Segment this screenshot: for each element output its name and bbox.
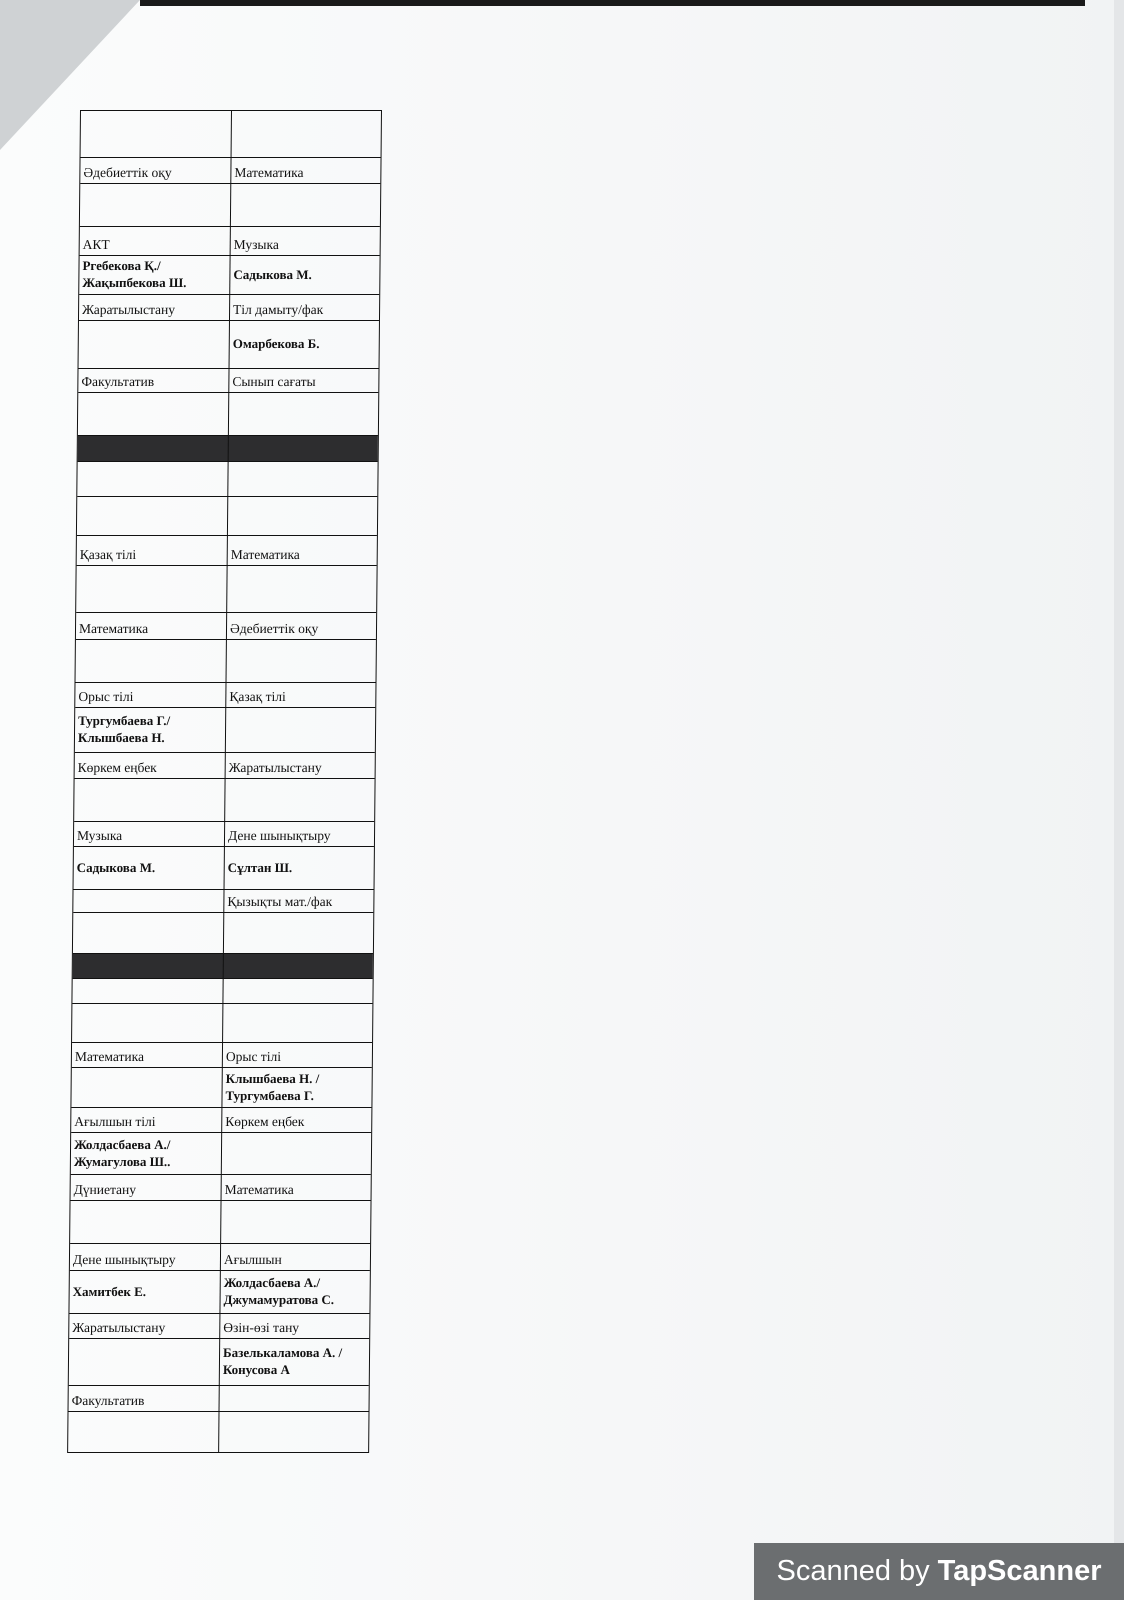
table-row <box>80 183 380 226</box>
table-row <box>74 846 374 889</box>
table-row <box>76 565 376 612</box>
table-cell-left: Тургумбаева Г./ Клышбаева Н. <box>77 713 171 745</box>
table-cell-right: Музыка <box>230 227 380 255</box>
table-cell-left <box>73 890 223 912</box>
table-cell-right <box>227 497 377 535</box>
table-cell-left <box>81 111 231 157</box>
table-cell-right: Сынып сағаты <box>228 369 378 392</box>
table-row <box>72 1003 372 1042</box>
table-cell-right <box>227 462 377 496</box>
watermark-prefix: Scanned by <box>776 1555 930 1587</box>
table-cell-right <box>228 436 378 461</box>
table-cell-left: Жолдасбаева А./ Жумагулова Ш.. <box>73 1136 171 1169</box>
table-cell-left <box>73 913 223 953</box>
table-row <box>71 1174 371 1200</box>
table-cell-left: Математика <box>74 1049 145 1064</box>
table-cell-right <box>226 566 376 612</box>
table-row <box>76 612 376 639</box>
table-row <box>72 978 372 1003</box>
table-cell-right: Клышбаева Н. / Тургумбаева Г. <box>221 1068 371 1107</box>
table-row <box>71 1107 371 1132</box>
table-cell-left: Факультатив <box>71 1393 145 1408</box>
table-row <box>74 778 374 821</box>
table-cell-right <box>226 640 376 682</box>
table-cell-left <box>80 184 230 226</box>
table-cell-right: Дене шынықтыру <box>224 822 374 846</box>
table-cell-right <box>225 708 375 752</box>
table-cell-right <box>221 1133 371 1174</box>
table-cell-right <box>223 954 373 978</box>
scan-right-edge <box>1114 0 1124 1600</box>
tapscanner-watermark <box>754 1543 1124 1600</box>
table-row <box>71 1067 371 1107</box>
table-separator-row <box>73 953 373 978</box>
table-row <box>79 320 379 368</box>
table-row <box>77 535 377 565</box>
table-cell-right: Математика <box>230 158 380 183</box>
table-cell-left: Орыс тілі <box>78 689 134 704</box>
table-cell-right: Жаратылыстану <box>225 753 375 778</box>
table-cell-right <box>222 979 372 1003</box>
table-cell-right: Өзін-өзі тану <box>219 1314 369 1338</box>
table-cell-left: АКТ <box>82 237 110 252</box>
table-cell-left: Садыкова М. <box>76 859 156 875</box>
table-cell-right <box>218 1412 368 1452</box>
table-cell-left <box>79 321 229 368</box>
table-cell-left: Ргебекова Қ./ Жақыпбекова Ш. <box>82 258 187 290</box>
table-separator-row <box>78 435 378 461</box>
table-row <box>74 821 374 846</box>
table-row <box>69 1313 369 1338</box>
table-cell-left <box>72 979 222 1003</box>
table-cell-left <box>78 436 228 461</box>
table-cell-left: Дене шынықтыру <box>72 1252 176 1267</box>
table-cell-right: Математика <box>227 536 377 565</box>
table-row <box>69 1385 369 1411</box>
table-row <box>81 111 381 157</box>
table-cell-left: Ағылшын тілі <box>74 1114 156 1129</box>
table-cell-left <box>77 462 227 496</box>
table-row <box>70 1200 370 1243</box>
table-cell-right: Әдебиеттік оқу <box>226 613 376 639</box>
table-cell-left <box>77 497 227 535</box>
table-cell-right: Орыс тілі <box>222 1043 372 1067</box>
table-cell-left: Дүниетану <box>73 1182 137 1197</box>
table-cell-left: Жаратылыстану <box>72 1320 166 1335</box>
table-cell-left: Математика <box>78 621 149 636</box>
table-cell-left: Хамитбек Е. <box>72 1283 147 1299</box>
table-cell-right <box>230 184 380 226</box>
table-cell-right: Ағылшын <box>220 1244 370 1270</box>
table-cell-right: Қызықты мат./фак <box>223 890 373 912</box>
table-row <box>69 1338 369 1385</box>
table-cell-left <box>71 1068 221 1107</box>
table-cell-right: Жолдасбаева А./ Джумамуратова С. <box>219 1271 369 1313</box>
table-row <box>75 707 375 752</box>
table-row <box>77 496 377 535</box>
table-cell-right <box>223 913 373 953</box>
table-cell-right: Сұлтан Ш. <box>224 847 374 889</box>
table-row <box>80 157 380 183</box>
table-cell-right: Садыкова М. <box>229 256 379 294</box>
table-cell-left <box>73 954 223 978</box>
table-cell-right: Омарбекова Б. <box>229 321 379 368</box>
table-row <box>79 255 379 294</box>
table-cell-left <box>76 640 226 682</box>
table-row <box>77 461 377 496</box>
watermark-brand: TapScanner <box>937 1555 1102 1587</box>
table-cell-left <box>69 1339 219 1385</box>
table-cell-right: Қазақ тілі <box>225 683 375 707</box>
table-cell-left: Көркем еңбек <box>77 760 157 775</box>
table-cell-right <box>228 393 378 435</box>
table-cell-left <box>76 566 226 612</box>
table-cell-right <box>220 1201 370 1243</box>
table-cell-left <box>72 1004 222 1042</box>
table-row <box>76 639 376 682</box>
table-cell-left <box>78 393 228 435</box>
table-row <box>75 752 375 778</box>
table-row <box>69 1270 369 1313</box>
schedule-table <box>67 110 382 1453</box>
scan-top-edge <box>140 0 1085 6</box>
table-cell-left: Әдебиеттік оқу <box>83 165 172 180</box>
table-row <box>68 1411 368 1452</box>
table-cell-left <box>70 1201 220 1243</box>
table-row <box>78 392 378 435</box>
table-row <box>73 889 373 912</box>
table-cell-right <box>222 1004 372 1042</box>
table-cell-right <box>219 1386 369 1411</box>
table-row <box>78 368 378 392</box>
table-cell-left: Жаратылыстану <box>82 302 176 317</box>
table-cell-left <box>74 779 224 821</box>
table-row <box>73 912 373 953</box>
table-row <box>75 682 375 707</box>
table-cell-right: Математика <box>221 1175 371 1200</box>
table-cell-right: Көркем еңбек <box>221 1108 371 1132</box>
table-row <box>79 294 379 320</box>
table-row <box>71 1132 371 1174</box>
table-cell-left: Музыка <box>76 828 123 843</box>
table-row <box>80 226 380 255</box>
table-cell-right: Тіл дамыту/фак <box>229 295 379 320</box>
table-row <box>72 1042 372 1067</box>
table-cell-right: Базелькаламова А. /Конусова А <box>219 1339 369 1385</box>
table-row <box>70 1243 370 1270</box>
table-cell-left <box>68 1412 218 1452</box>
table-cell-left: Қазақ тілі <box>79 547 137 562</box>
table-cell-left: Факультатив <box>81 374 155 389</box>
table-cell-right <box>224 779 374 821</box>
table-cell-right <box>231 111 381 157</box>
